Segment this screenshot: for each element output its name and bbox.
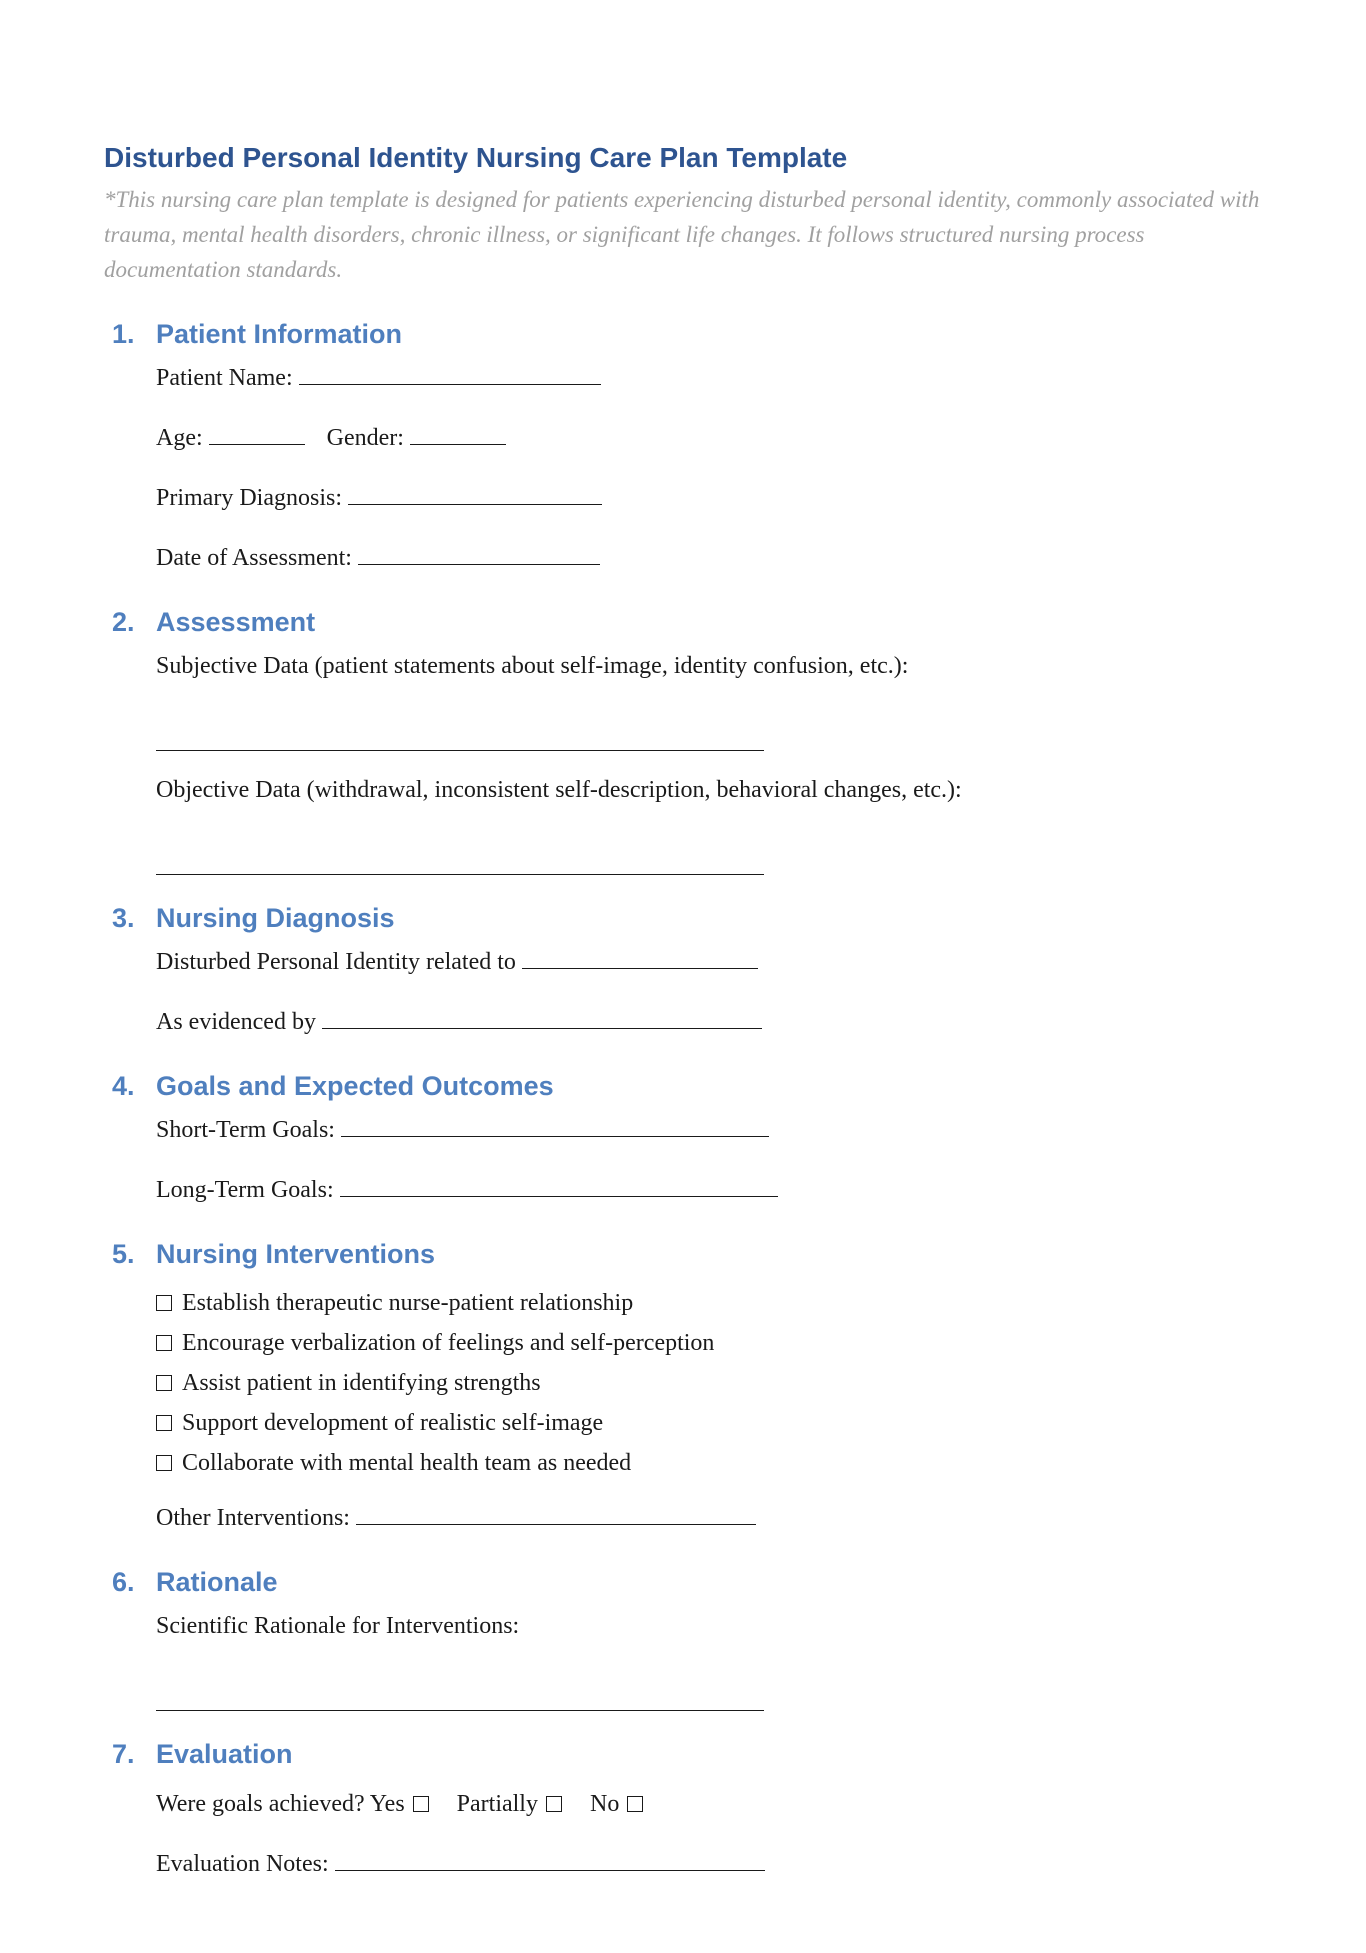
section-nursing-diagnosis — [104, 899, 1264, 1039]
section-number: 1. — [112, 319, 135, 349]
section-evaluation — [104, 1735, 1264, 1881]
objective-data-label: Objective Data (withdrawal, inconsistent self-description, behavioral changes, etc.): — [156, 777, 962, 803]
section-title: Rationale — [156, 1567, 278, 1597]
gender-label: Gender: — [326, 425, 404, 451]
section-title: Patient Information — [156, 319, 403, 349]
intervention-label: Assist patient in identifying strengths — [182, 1370, 541, 1396]
section-heading — [104, 1563, 1264, 1601]
section-number: 6. — [112, 1567, 135, 1597]
interventions-checklist — [156, 1283, 1264, 1483]
other-interventions-label: Other Interventions: — [156, 1505, 350, 1531]
primary-diagnosis-row — [156, 481, 1264, 515]
section-number: 5. — [112, 1239, 135, 1269]
primary-diagnosis-label: Primary Diagnosis: — [156, 485, 342, 511]
age-label: Age: — [156, 425, 203, 451]
no-checkbox[interactable] — [627, 1796, 643, 1812]
document-page — [104, 138, 1264, 1881]
intervention-label: Collaborate with mental health team as needed — [182, 1450, 632, 1476]
checkbox[interactable] — [156, 1335, 172, 1351]
evidenced-by-row — [156, 1005, 1264, 1039]
related-to-field[interactable] — [522, 946, 758, 969]
long-term-goals-label: Long-Term Goals: — [156, 1177, 334, 1203]
date-of-assessment-row — [156, 541, 1264, 575]
date-of-assessment-label: Date of Assessment: — [156, 545, 352, 571]
scientific-rationale-label: Scientific Rationale for Interventions: — [156, 1613, 520, 1639]
evaluation-notes-label: Evaluation Notes: — [156, 1851, 329, 1877]
no-label: No — [589, 1791, 620, 1817]
intervention-item — [156, 1283, 1264, 1323]
goals-achieved-question: Were goals achieved? — [156, 1791, 365, 1817]
patient-name-label: Patient Name: — [156, 365, 293, 391]
section-title: Nursing Interventions — [156, 1239, 436, 1269]
section-number: 3. — [112, 903, 135, 933]
partially-checkbox[interactable] — [546, 1796, 562, 1812]
section-title: Evaluation — [156, 1739, 293, 1769]
age-gender-row — [156, 421, 1264, 455]
section-title: Assessment — [156, 607, 316, 637]
section-assessment — [104, 603, 1264, 857]
section-patient-information — [104, 315, 1264, 575]
evidenced-by-field[interactable] — [322, 1006, 762, 1029]
section-nursing-interventions — [104, 1235, 1264, 1535]
checkbox[interactable] — [156, 1455, 172, 1471]
section-heading — [104, 603, 1264, 641]
partially-label: Partially — [456, 1791, 538, 1817]
goals-achieved-row — [156, 1787, 1264, 1821]
intervention-item — [156, 1323, 1264, 1363]
checkbox[interactable] — [156, 1295, 172, 1311]
long-term-goals-field[interactable] — [340, 1174, 778, 1197]
section-heading — [104, 1067, 1264, 1105]
section-number: 7. — [112, 1739, 135, 1769]
gender-field[interactable] — [410, 422, 506, 445]
objective-data-field[interactable] — [156, 874, 764, 875]
section-heading — [104, 1735, 1264, 1773]
section-number: 2. — [112, 607, 135, 637]
intervention-item — [156, 1363, 1264, 1403]
section-title: Nursing Diagnosis — [156, 903, 395, 933]
other-interventions-field[interactable] — [356, 1502, 756, 1525]
yes-checkbox[interactable] — [413, 1796, 429, 1812]
short-term-goals-label: Short-Term Goals: — [156, 1117, 335, 1143]
subjective-data-label: Subjective Data (patient statements about self-image, identity confusion, etc.): — [156, 653, 909, 679]
section-rationale — [104, 1563, 1264, 1693]
related-to-label: Disturbed Personal Identity related to — [156, 949, 516, 975]
document-title: Disturbed Personal Identity Nursing Care Plan Template — [104, 142, 848, 173]
short-term-goals-row — [156, 1113, 1264, 1147]
evaluation-notes-field[interactable] — [335, 1848, 765, 1871]
section-number: 4. — [112, 1071, 135, 1101]
related-to-row — [156, 945, 1264, 979]
intervention-label: Support development of realistic self-image — [182, 1410, 604, 1436]
patient-name-row — [156, 361, 1264, 395]
yes-label: Yes — [369, 1791, 405, 1817]
date-of-assessment-field[interactable] — [358, 542, 600, 565]
patient-name-field[interactable] — [299, 362, 601, 385]
checkbox[interactable] — [156, 1415, 172, 1431]
section-title: Goals and Expected Outcomes — [156, 1071, 554, 1101]
age-field[interactable] — [209, 422, 305, 445]
short-term-goals-field[interactable] — [341, 1114, 769, 1137]
intervention-label: Encourage verbalization of feelings and self-perception — [182, 1330, 715, 1356]
intervention-label: Establish therapeutic nurse-patient relationship — [182, 1290, 634, 1316]
intervention-item — [156, 1443, 1264, 1483]
section-heading — [104, 315, 1264, 353]
section-heading — [104, 1235, 1264, 1273]
subjective-data-field[interactable] — [156, 750, 764, 751]
evaluation-notes-row — [156, 1847, 1264, 1881]
section-heading — [104, 899, 1264, 937]
intervention-item — [156, 1403, 1264, 1443]
primary-diagnosis-field[interactable] — [348, 482, 602, 505]
scientific-rationale-field[interactable] — [156, 1710, 764, 1711]
checkbox[interactable] — [156, 1375, 172, 1391]
long-term-goals-row — [156, 1173, 1264, 1207]
other-interventions-row — [156, 1501, 1264, 1535]
document-subtitle: *This nursing care plan template is designed for patients experiencing disturbed personal identity, commonly associated with trauma, mental health disorders, chronic illness, or significant life changes. It follows structured nursing process documentation standards. — [104, 187, 1260, 282]
section-goals — [104, 1067, 1264, 1207]
evidenced-by-label: As evidenced by — [156, 1009, 316, 1035]
